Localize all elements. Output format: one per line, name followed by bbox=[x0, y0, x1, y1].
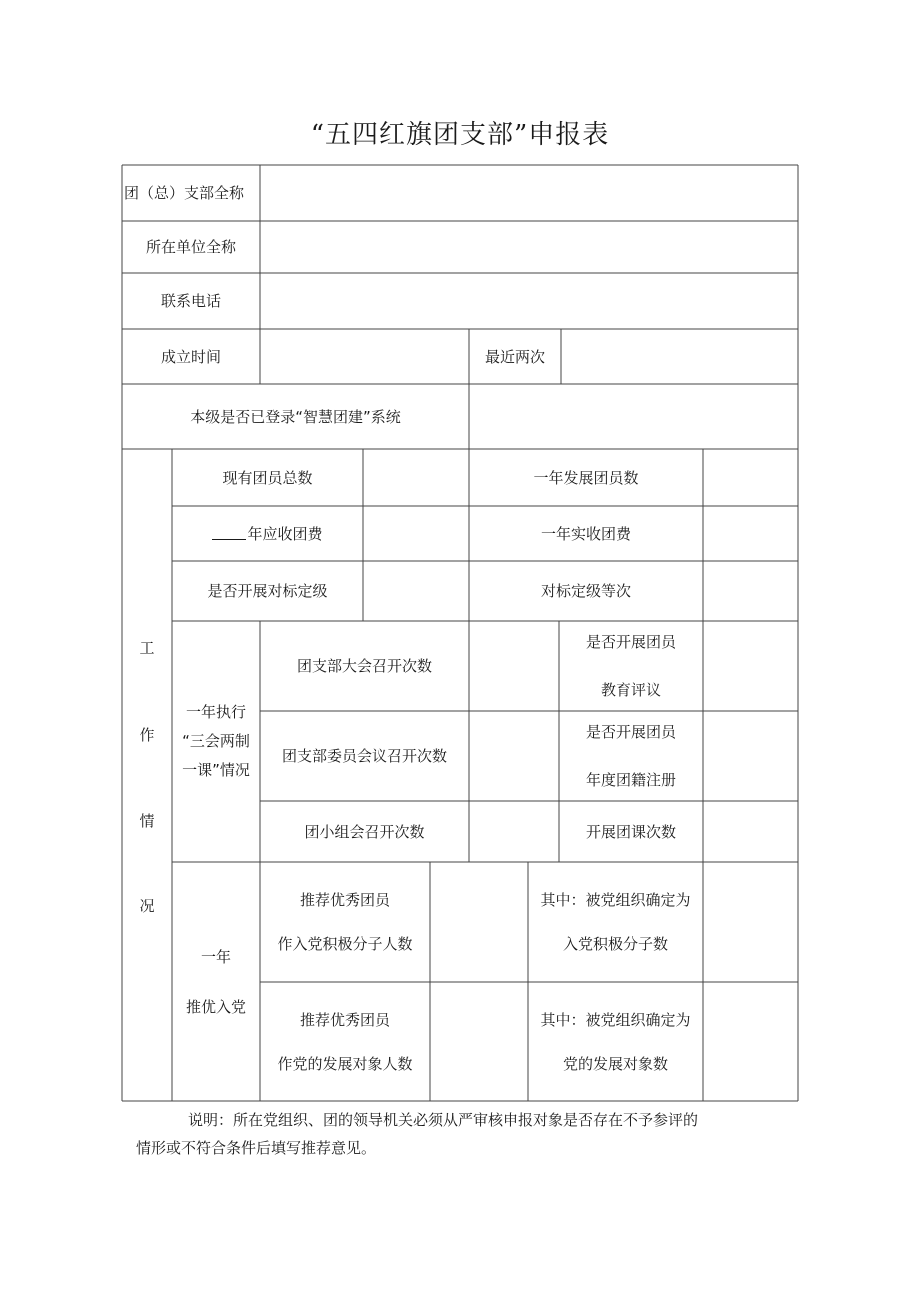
class-count-field[interactable] bbox=[703, 801, 798, 862]
activist-line: 推荐优秀团员 bbox=[299, 891, 390, 909]
benchmark-field[interactable] bbox=[363, 561, 469, 621]
confirmed-activist-line: 入党积极分子数 bbox=[562, 935, 668, 953]
party-label-line: 推优入党 bbox=[185, 997, 246, 1016]
sanhui-label bbox=[172, 621, 260, 862]
phone-field[interactable] bbox=[260, 273, 798, 329]
zhihui-label: 本级是否已登录“智慧团建”系统 bbox=[190, 407, 401, 426]
activist-line: 作入党积极分子人数 bbox=[277, 935, 413, 953]
registration-label bbox=[559, 711, 703, 801]
fee-paid-field[interactable] bbox=[703, 506, 798, 561]
full-name-field[interactable] bbox=[260, 165, 798, 221]
members-total-label: 现有团员总数 bbox=[222, 468, 313, 487]
benchmark-grade-label: 对标定级等次 bbox=[540, 582, 631, 600]
members-total-field[interactable] bbox=[363, 449, 469, 506]
recent-two-label: 最近两次 bbox=[484, 347, 545, 366]
registration-line: 是否开展团员 bbox=[585, 723, 676, 741]
development-label bbox=[260, 982, 430, 1101]
benchmark-label: 是否开展对标定级 bbox=[207, 582, 328, 600]
work-section-label bbox=[122, 449, 172, 1101]
fee-paid-label: 一年实收团费 bbox=[540, 524, 631, 543]
work-label-char: 作 bbox=[139, 726, 155, 744]
confirmed-activist-field[interactable] bbox=[703, 862, 798, 982]
year-blank[interactable] bbox=[212, 527, 246, 540]
members-developed-label: 一年发展团员数 bbox=[533, 468, 639, 487]
zhihui-field[interactable] bbox=[469, 384, 798, 449]
sanhui-label-line: “三会两制 bbox=[182, 732, 250, 750]
founded-field[interactable] bbox=[260, 329, 469, 384]
phone-label: 联系电话 bbox=[160, 292, 221, 310]
note-line: 说明：所在党组织、团的领导机关必须从严审核申报对象是否存在不予参评的 bbox=[188, 1111, 699, 1129]
benchmark-grade-field[interactable] bbox=[703, 561, 798, 621]
confirmed-development-field[interactable] bbox=[703, 982, 798, 1101]
unit-name-field[interactable] bbox=[260, 221, 798, 273]
party-label-line: 一年 bbox=[200, 947, 231, 966]
party-label bbox=[172, 862, 260, 1101]
confirmed-development-line: 其中：被党组织确定为 bbox=[540, 1010, 691, 1029]
work-label-char: 情 bbox=[139, 812, 155, 830]
registration-field[interactable] bbox=[703, 711, 798, 801]
fee-due-text: 年应收团费 bbox=[247, 524, 323, 543]
registration-line: 年度团籍注册 bbox=[585, 771, 676, 789]
note-line: 情形或不符合条件后填写推荐意见。 bbox=[136, 1139, 377, 1157]
recent-two-field[interactable] bbox=[561, 329, 798, 384]
full-name-label: 团（总）支部全称 bbox=[124, 184, 245, 202]
group-meeting-field[interactable] bbox=[469, 801, 559, 862]
education-review-label bbox=[559, 621, 703, 711]
development-field[interactable] bbox=[430, 982, 528, 1101]
committee-meeting-field[interactable] bbox=[469, 711, 559, 801]
confirmed-activist-line: 其中：被党组织确定为 bbox=[540, 891, 691, 909]
fee-due-field[interactable] bbox=[363, 506, 469, 561]
education-review-line: 教育评议 bbox=[600, 681, 661, 699]
education-review-line: 是否开展团员 bbox=[585, 633, 676, 651]
work-label-char: 况 bbox=[139, 897, 155, 915]
founded-label: 成立时间 bbox=[160, 347, 221, 366]
confirmed-activist-label bbox=[528, 862, 703, 982]
work-label-char: 工 bbox=[139, 639, 155, 657]
group-meeting-label: 团小组会召开次数 bbox=[304, 822, 425, 841]
class-count-label: 开展团课次数 bbox=[585, 822, 676, 841]
committee-meeting-label: 团支部委员会议召开次数 bbox=[281, 747, 447, 765]
page-title: “五四红旗团支部”申报表 bbox=[310, 120, 610, 150]
unit-name-label: 所在单位全称 bbox=[145, 238, 236, 256]
fee-due-label bbox=[172, 506, 363, 561]
education-review-field[interactable] bbox=[703, 621, 798, 711]
development-line: 作党的发展对象人数 bbox=[277, 1054, 413, 1073]
confirmed-development-label bbox=[528, 982, 703, 1101]
activist-field[interactable] bbox=[430, 862, 528, 982]
sanhui-label-line: 一年执行 bbox=[185, 703, 246, 721]
note bbox=[136, 1106, 756, 1162]
members-developed-field[interactable] bbox=[703, 449, 798, 506]
sanhui-label-line: 一课”情况 bbox=[182, 761, 250, 779]
development-line: 推荐优秀团员 bbox=[299, 1010, 390, 1029]
confirmed-development-line: 党的发展对象数 bbox=[562, 1054, 668, 1073]
activist-label bbox=[260, 862, 430, 982]
general-meeting-field[interactable] bbox=[469, 621, 559, 711]
general-meeting-label: 团支部大会召开次数 bbox=[296, 657, 432, 675]
